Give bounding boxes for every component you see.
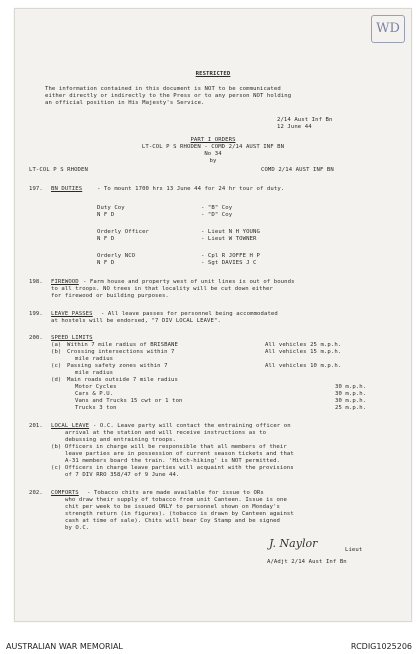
item-199-heading: LEAVE PASSES xyxy=(51,311,93,317)
orderly-nco-nfd-value: - Sgt DAVIES J C xyxy=(201,260,257,266)
speed-row-b-cont: mile radius xyxy=(75,356,114,362)
notice-line-3: an official position in His Majesty's Service. xyxy=(45,100,205,106)
archive-ref: RCDIG1025206 xyxy=(350,642,412,651)
speed-row-c-cont: mile radius xyxy=(75,370,114,376)
archive-name: AUSTRALIAN WAR MEMORIAL xyxy=(6,642,123,651)
item-202-line-2: who draw their supply of tobacco from unit Canteen. Issue is one xyxy=(65,497,287,503)
orderly-officer-label: Orderly Officer xyxy=(97,229,150,235)
item-202-line-4: strength return (in figures). (tobacco is drawn by Canteen against xyxy=(65,511,294,517)
speed-row-d-desc: Main roads outside 7 mile radius xyxy=(67,377,178,383)
item-201-line-5: leave parties are in possession of current season tickets and that xyxy=(65,451,294,457)
orders-title: PART I ORDERS xyxy=(190,137,236,143)
signature-scrawl: J. Naylor xyxy=(269,537,318,550)
speed-cars-limit: 30 m.p.h. xyxy=(335,391,367,397)
item-201-line-2: arrival at the station and will receive instructions as to xyxy=(65,430,267,436)
item-201-line-1: - O.C. Leave party will contact the entraining officer on xyxy=(93,423,291,429)
orderly-nco-nfd-label: N F D xyxy=(97,260,115,266)
orderly-officer-value: - Lieut N H YOUNG xyxy=(201,229,260,235)
signature-rank: Lieut xyxy=(345,547,363,553)
speed-trucks-limit: 25 m.p.h. xyxy=(335,405,367,411)
item-201-line-3: debussing and entraining troops. xyxy=(65,437,176,443)
speed-row-c-desc: Passing safety zones within 7 xyxy=(67,363,168,369)
speed-vans-label: Vans and Trucks 15 cwt or 1 ton xyxy=(75,398,183,404)
item-198-line-2: to all troops. NO trees in that locality will be cut down either xyxy=(51,286,273,292)
orders-commander: LT-COL P S RHODEN xyxy=(29,167,88,173)
notice-line-2: either directly or indirectly to the Press or to any person NOT holding xyxy=(45,93,292,99)
document-page xyxy=(14,8,412,622)
notice-line-1: The information contained in this document is NOT to be communicated xyxy=(45,86,281,92)
item-202-line-1: - Tobacco chits are made available for issue to ORs xyxy=(87,490,264,496)
item-202-line-3: chit per week to be issued ONLY to personnel shown on Monday's xyxy=(65,504,280,510)
orderly-nco-value: - Cpl R JOFFE H P xyxy=(201,253,260,259)
item-200-heading: SPEED LIMITS xyxy=(51,335,93,341)
item-198-line-3: for firewood or building purposes. xyxy=(51,293,169,299)
speed-row-a-limit: All vehicles 25 m.p.h. xyxy=(265,342,342,348)
restricted-heading: RESTRICTED xyxy=(195,71,231,77)
item-199-line-2: at hostels will be endorsed, "7 DIV LOCAL LEAVE". xyxy=(51,318,221,324)
item-198-heading: FIREWOOD xyxy=(51,279,79,285)
duty-value: - "B" Coy xyxy=(201,205,233,211)
item-202-heading: COMFORTS xyxy=(51,490,79,496)
orders-subtitle: LT-COL P S RHODEN - COMD 2/14 AUST INF BN xyxy=(141,144,285,150)
orderly-officer-nfd-value: - Lieut W TOWNER xyxy=(201,236,257,242)
duty-label: Duty Coy xyxy=(97,205,125,211)
speed-row-a-desc: Within 7 mile radius of BRISBANE xyxy=(67,342,178,348)
speed-cars-label: Cars & P.U. xyxy=(75,391,114,397)
orderly-nco-label: Orderly NCO xyxy=(97,253,136,259)
duty-nfd-label: N F D xyxy=(97,212,115,218)
item-202-number: 202. xyxy=(29,490,43,496)
speed-row-c-limit: All vehicles 10 m.p.h. xyxy=(265,363,342,369)
item-197-heading: BN DUTIES xyxy=(51,186,83,192)
item-198-line-1: - Farm house and property west of unit lines is out of bounds xyxy=(83,279,295,285)
speed-row-d-label: (d) xyxy=(51,377,62,383)
item-199-number: 199. xyxy=(29,311,43,317)
duty-nfd-value: - "D" Coy xyxy=(201,212,233,218)
item-202-line-6: by O.C. xyxy=(65,525,90,531)
speed-row-b-label: (b) xyxy=(51,349,62,355)
orderly-officer-nfd-label: N F D xyxy=(97,236,115,242)
speed-row-c-label: (c) xyxy=(51,363,62,369)
item-198-number: 198. xyxy=(29,279,43,285)
item-201-line-4: (b) Officers in charge will be responsible that all members of their xyxy=(51,444,287,450)
item-201-number: 201. xyxy=(29,423,43,429)
speed-motorcycles-label: Motor Cycles xyxy=(75,384,117,390)
speed-row-b-desc: Crossing intersections within 7 xyxy=(67,349,175,355)
unit-line: 2/14 Aust Inf Bn xyxy=(277,117,333,123)
item-197-text: - To mount 1700 hrs 13 June 44 for 24 hr tour of duty. xyxy=(97,186,285,192)
item-200-number: 200. xyxy=(29,335,43,341)
item-201-line-7: (c) Officers in charge leave parties will acquaint with the provisions xyxy=(51,465,294,471)
signature-appointment: A/Adjt 2/14 Aust Inf Bn xyxy=(267,559,347,565)
archive-footer xyxy=(0,642,420,654)
speed-motorcycles-limit: 30 m.p.h. xyxy=(335,384,367,390)
item-199-line-1: - All leave passes for personnel being accommodated xyxy=(101,311,278,317)
date-line: 12 June 44 xyxy=(277,124,312,130)
speed-row-b-limit: All vehicles 15 m.p.h. xyxy=(265,349,342,355)
orders-by: by xyxy=(209,158,217,164)
orders-unit: COMD 2/14 AUST INF BN xyxy=(261,167,334,173)
item-201-line-6: A-31 members board the train. 'Hitch-hiking' is NOT permitted. xyxy=(65,458,280,464)
item-201-heading: LOCAL LEAVE xyxy=(51,423,90,429)
speed-row-a-label: (a) xyxy=(51,342,62,348)
ref-mark-stamp: WD xyxy=(371,15,405,43)
speed-trucks-label: Trucks 3 ton xyxy=(75,405,117,411)
item-202-line-5: cash at time of sale). Chits will bear Coy Stamp and be signed xyxy=(65,518,280,524)
item-201-line-8: of 7 DIV RRO 358/47 of 9 June 44. xyxy=(65,472,180,478)
orders-number: No 34 xyxy=(204,151,222,157)
item-197-number: 197. xyxy=(29,186,43,192)
speed-vans-limit: 30 m.p.h. xyxy=(335,398,367,404)
